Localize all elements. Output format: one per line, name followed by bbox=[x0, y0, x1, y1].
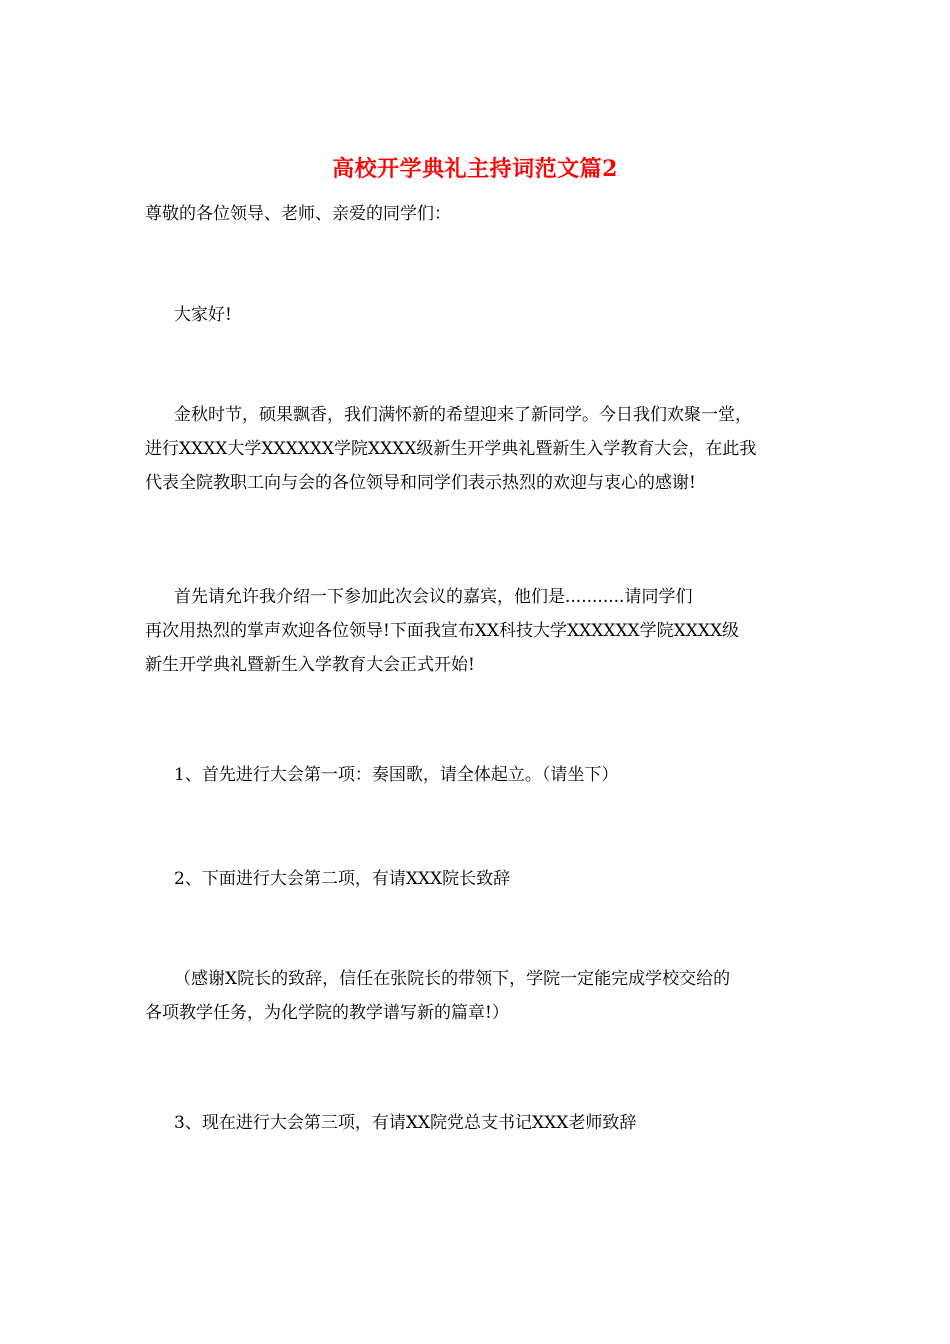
agenda-item-1 bbox=[145, 758, 825, 792]
paragraph-line: 代表全院教职工向与会的各位领导和同学们表示热烈的欢迎与衷心的感谢! bbox=[145, 473, 696, 493]
paragraph-line: 首先请允许我介绍一下参加此次会议的嘉宾，他们是...........请同学们 bbox=[174, 587, 693, 607]
paragraph-line: 新生开学典礼暨新生入学教育大会正式开始! bbox=[145, 655, 475, 675]
welcome-paragraph bbox=[145, 398, 825, 500]
greeting-paragraph bbox=[145, 298, 825, 332]
paragraph-line: （感谢X院长的致辞，信任在张院长的带领下，学院一定能完成学校交给的 bbox=[174, 969, 731, 989]
paragraph-line: 进行XXXX大学XXXXXX学院XXXX级新生开学典礼暨新生入学教育大会，在此我 bbox=[145, 439, 757, 459]
document-title: 高校开学典礼主持词范文篇2 bbox=[332, 156, 618, 182]
agenda-item-3 bbox=[145, 1106, 825, 1140]
paragraph-line: 金秋时节，硕果飘香，我们满怀新的希望迎来了新同学。今日我们欢聚一堂， bbox=[174, 405, 752, 425]
paragraph-line: 各项教学任务，为化学院的教学谱写新的篇章!） bbox=[145, 1003, 509, 1023]
paragraph-line: 再次用热烈的掌声欢迎各位领导!下面我宣布XX科技大学XXXXXX学院XXXX级 bbox=[145, 621, 740, 641]
guests-paragraph bbox=[145, 580, 825, 682]
paragraph-line: 尊敬的各位领导、老师、亲爱的同学们： bbox=[145, 204, 451, 224]
salutation-paragraph bbox=[145, 197, 825, 231]
paragraph-line: 1、首先进行大会第一项：奏国歌，请全体起立。（请坐下） bbox=[174, 765, 619, 785]
paragraph-line: 3、现在进行大会第三项，有请XX院党总支书记XXX老师致辞 bbox=[174, 1113, 637, 1133]
paragraph-line: 2、下面进行大会第二项，有请XXX院长致辞 bbox=[174, 869, 511, 889]
thanks-paragraph bbox=[145, 962, 825, 1030]
agenda-item-2 bbox=[145, 862, 825, 896]
paragraph-line: 大家好! bbox=[174, 305, 232, 325]
